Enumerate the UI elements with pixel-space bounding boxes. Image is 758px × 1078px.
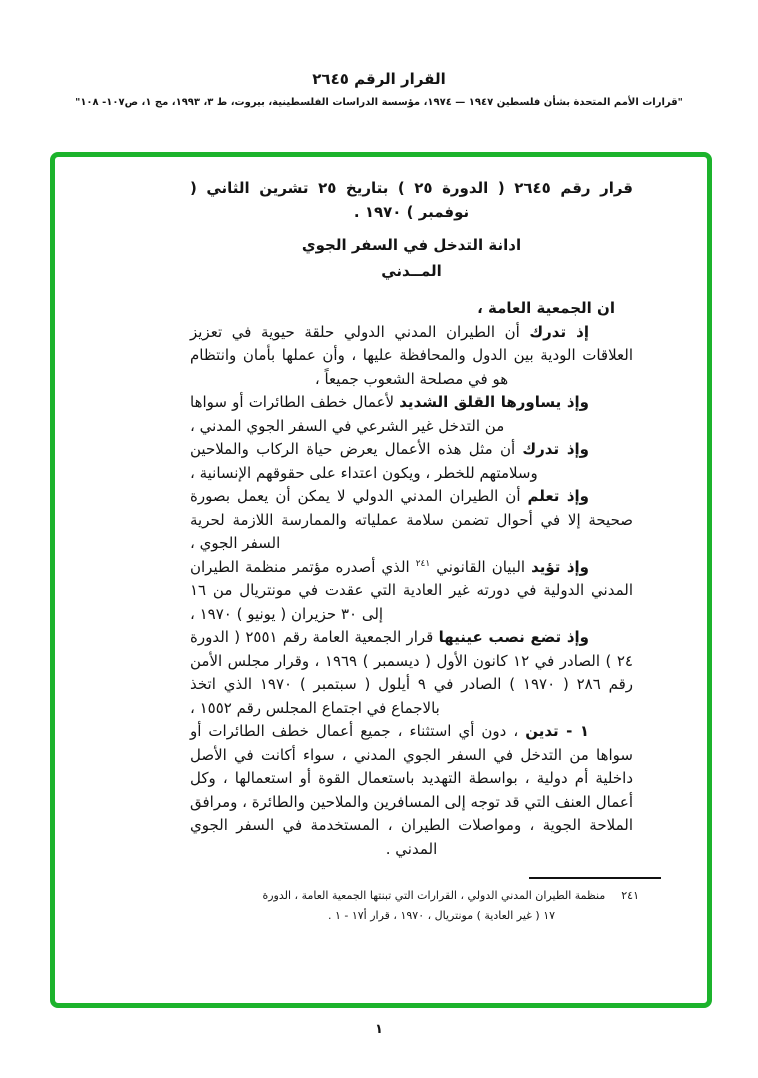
source-citation: "قرارات الأمم المتحدة بشأن فلسطين ١٩٤٧ — ١٩٧٤، مؤسسة الدراسات الفلسطينية، بيروت، ط ٣، ١٩٩٣، مج ١، ص١٠٧- ١٠٨"	[75, 97, 683, 108]
resolution-paragraph: ١ - تدين ، دون أي استثناء ، جميع أعمال خطف الطائرات أو سواها من التدخل في السفر الجوي المدني ، سواء أكانت في الأصل داخلية أم دولية ، بواسطة التهديد باستعمال القوة أو استعمالها ، وكل أعمال العنف التي قد توجه إلى المسافرين والملاحين والطائرة ، ومرافق الملاحة الجوية ، ومواصلات الطيران ، المستخدمة في السفر الجوي المدني .	[190, 722, 633, 858]
document-frame	[50, 152, 712, 1008]
resolution-paragraph: إذ تدرك أن الطيران المدني الدولي حلقة حيوية في تعزيز العلاقات الودية بين الدول والمحافظة عليها ، وأن عملها بأمان وانتظام هو في مصلحة الشعوب جميعاً ،	[190, 322, 633, 388]
footnote-reference: ٢٤١	[415, 558, 431, 569]
paragraph-lead: وإذ تدرك	[522, 440, 589, 458]
paragraph-lead: وإذ يساورها القلق الشديد	[399, 393, 589, 411]
resolution-paragraph: وإذ تدرك أن مثل هذه الأعمال يعرض حياة الركاب والملاحين وسلامتهم للخطر ، ويكون اعتداء على حقوقهم الإنسانية ،	[190, 440, 589, 482]
paragraph-lead: إذ تدرك	[529, 322, 589, 341]
footnote-marker: ٢٤١	[621, 889, 639, 902]
resolution-opening: ان الجمعية العامة ،	[477, 299, 615, 317]
paragraph-lead: وإذ تؤيد	[531, 557, 590, 576]
resolution-paragraph: وإذ يساورها القلق الشديد لأعمال خطف الطائرات أو سواها من التدخل غير الشرعي في السفر الجوي المدني ،	[190, 393, 589, 435]
resolution-paragraphs	[190, 321, 633, 862]
paragraph-lead: ١ - تدين	[525, 722, 589, 740]
footnote-text-line1: منظمة الطيران المدني الدولي ، القرارات التي تبنتها الجمعية العامة ، الدورة	[262, 889, 606, 902]
resolution-paragraph: وإذ تعلم أن الطيران المدني الدولي لا يمكن أن يعمل بصورة صحيحة إلا في أحوال تضمن سلامة عملياته والممارسة اللازمة لحرية السفر الجوي ،	[190, 487, 633, 552]
resolution-heading: قرار رقم ٢٦٤٥ ( الدورة ٢٥ ) بتاريخ ٢٥ تشرين الثاني ( نوفمبر ) ١٩٧٠ .	[190, 179, 633, 221]
resolution-paragraph: وإذ تؤيد البيان القانوني $^{٢٤١}$ الذي أصدره مؤتمر منظمة الطيران المدني الدولية في دورته غير العادية التي عقدت في مونتريال من ١٦ إلى ٣٠ حزيران ( يونيو ) ١٩٧٠ ،	[190, 557, 633, 623]
page-header	[0, 70, 758, 108]
paragraph-lead: وإذ تعلم	[527, 487, 589, 505]
paragraph-lead: وإذ تضع نصب عينيها	[438, 628, 589, 646]
footnote	[190, 886, 639, 926]
document-content	[55, 157, 707, 1003]
resolution-subject-line2: المــدني	[381, 262, 442, 280]
resolution-subject-line1: ادانة التدخل في السفر الجوي	[301, 236, 522, 254]
resolution-paragraph: وإذ تضع نصب عينيها قرار الجمعية العامة رقم ٢٥٥١ ( الدورة ٢٤ ) الصادر في ١٢ كانون الأول ( ديسمبر ) ١٩٦٩ ، وقرار مجلس الأمن رقم ٢٨٦ ( ١٩٧٠ ) الصادر في ٩ أيلول ( سبتمبر ) ١٩٧٠ الذي اتخذ بالاجماع في اجتماع المجلس رقم ١٥٥٢ ،	[190, 628, 633, 717]
footnote-text-line2: ١٧ ( غير العادية ) مونتريال ، ١٩٧٠ ، قرار أ١٧ - ١ .	[327, 909, 556, 922]
footnote-separator-rule	[529, 877, 661, 879]
page-number: ١	[375, 1022, 383, 1037]
resolution-number-title: القرار الرقم ٢٦٤٥	[312, 70, 446, 88]
